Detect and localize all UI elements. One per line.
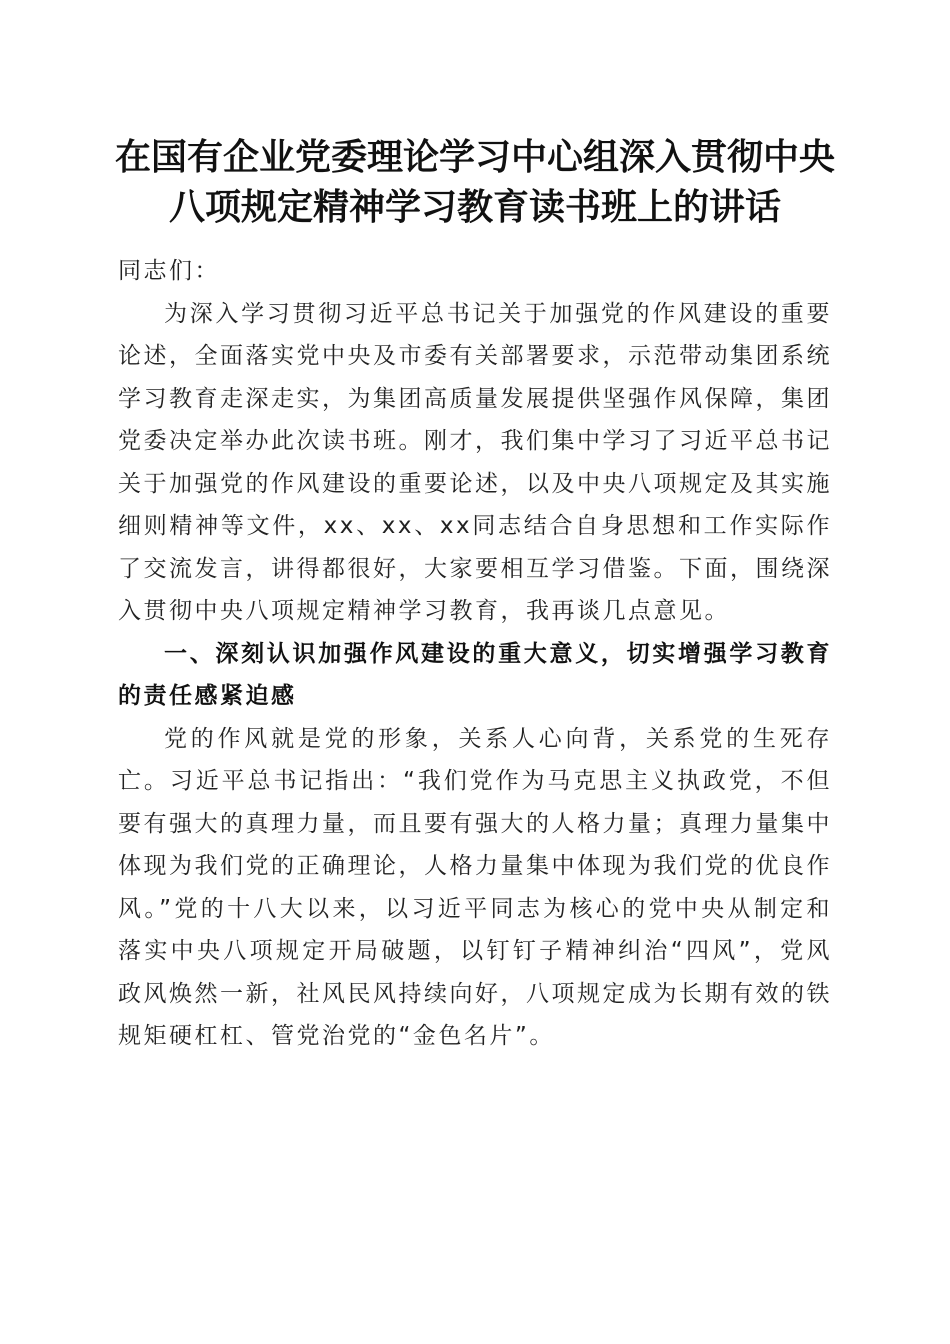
greeting: 同志们： [118, 258, 220, 284]
document-body [118, 250, 832, 1058]
section-heading-1: 一、深刻认识加强作风建设的重大意义，切实增强学习教育的责任感紧迫感 [118, 640, 832, 709]
paragraph-intro: 为深入学习贯彻习近平总书记关于加强党的作风建设的重要论述，全面落实党中央及市委有关部署要求，示范带动集团系统学习教育走深走实，为集团高质量发展提供坚强作风保障，集团党委决定举办此次读书班。刚才，我们集中学习了习近平总书记关于加强党的作风建设的重要论述，以及中央八项规定及其实施细则精神等文件，xx、xx、xx同志结合自身思想和工作实际作了交流发言，讲得都很好，大家要相互学习借鉴。下面，围绕深入贯彻中央八项规定精神学习教育，我再谈几点意见。 [118, 300, 832, 624]
title-line-2: 八项规定精神学习教育读书班上的讲话 [168, 186, 781, 228]
paragraph-section-1: 党的作风就是党的形象，关系人心向背，关系党的生死存亡。习近平总书记指出：“我们党作为马克思主义执政党，不但要有强大的真理力量，而且要有强大的人格力量；真理力量集中体现为我们党的正确理论，人格力量集中体现为我们党的优良作风。”党的十八大以来，以习近平同志为核心的党中央从制定和落实中央八项规定开局破题，以钉钉子精神纠治“四风”，党风政风焕然一新，社风民风持续向好，八项规定成为长期有效的铁规矩硬杠杠、管党治党的“金色名片”。 [118, 725, 832, 1049]
title-line-1: 在国有企业党委理论学习中心组深入贯彻中央 [114, 136, 835, 178]
document-title [100, 132, 850, 232]
